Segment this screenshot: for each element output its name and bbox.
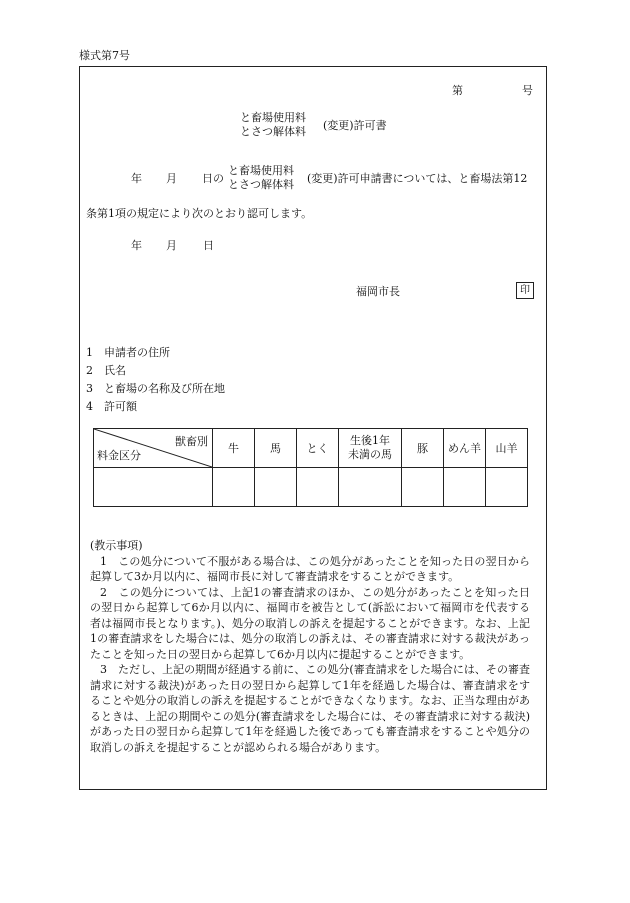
note-paragraph-1 [90, 554, 530, 585]
date-day: 日 [203, 239, 214, 252]
number-go: 号 [522, 84, 533, 97]
body-line-2: とさつ解体料 [228, 178, 294, 191]
fee-cell-horse [255, 468, 297, 507]
instruction-notes [90, 538, 530, 755]
item-name: 2 氏名 [86, 364, 126, 377]
animal-type-label: 獣畜別 [175, 435, 208, 448]
fee-table-corner-cell [94, 429, 213, 468]
form-number: 様式第7号 [79, 49, 130, 62]
column-header-horse: 馬 [255, 429, 297, 468]
note-paragraph-3 [90, 662, 530, 755]
fee-category-label: 料金区分 [97, 449, 141, 462]
number-dai: 第 [452, 84, 463, 97]
foal-header-line-2: 未満の馬 [348, 448, 392, 461]
title-line-2: とさつ解体料 [240, 125, 306, 138]
date-month: 月 [166, 239, 177, 252]
seal-stamp-box: 印 [516, 282, 534, 299]
title-fee-types [240, 111, 306, 139]
title-suffix: (変更)許可書 [323, 119, 387, 132]
fee-cell-category [94, 468, 213, 507]
title-line-1: と畜場使用料 [240, 111, 306, 124]
column-header-cattle: 牛 [213, 429, 255, 468]
column-header-calf: とく [297, 429, 339, 468]
fee-table [93, 428, 528, 507]
fee-cell-goat [486, 468, 528, 507]
body-day-of: 日の [202, 172, 224, 185]
note-paragraph-3-text: 3 ただし、上記の期間が経過する前に、この処分(審査請求をした場合には、その審査請求に対する裁決)があった日の翌日から起算して1年を経過した場合は、審査請求をすることや処分の取消しの訴えを提起することができなくなります。なお、正当な理由があるときは、上記の期間やこの処分(審査請求をした場合には、その審査請求に対する裁決)があった日の翌日から起算して1年を経過した後であっても審査請求をすることや処分の取消しの訴えを提起することが認められる場合があります。 [90, 663, 530, 754]
column-header-pig: 豚 [402, 429, 444, 468]
body-sentence-tail: (変更)許可申請書については、と畜場法第12 [307, 172, 528, 185]
item-permit-amount: 4 許可額 [86, 400, 137, 413]
column-header-foal [339, 429, 402, 468]
column-header-goat: 山羊 [486, 429, 528, 468]
item-facility: 3 と畜場の名称及び所在地 [86, 382, 225, 395]
item-address: 1 申請者の住所 [86, 346, 170, 359]
note-paragraph-1-text: 1 この処分について不服がある場合は、この処分があったことを知った日の翌日から起算して3か月以内に、福岡市長に対して審査請求をすることができます。 [90, 554, 530, 583]
note-paragraph-2-text: 2 この処分については、上記1の審査請求のほか、この処分があったことを知った日の翌日から起算して6か月以内に、福岡市を被告として(訴訟において福岡市を代表する者は福岡市長となります。)、処分の取消しの訴えを提起することができます。なお、上記1の審査請求をした場合には、処分の取消しの訴えは、その審査請求に対する裁決があったことを知った日の翌日から起算して6か月以内に提起することができます。 [90, 585, 530, 661]
notes-heading: (教示事項) [90, 539, 143, 552]
issuer-name: 福岡市長 [356, 285, 400, 298]
body-line-1: と畜場使用料 [228, 164, 294, 177]
fee-cell-pig [402, 468, 444, 507]
note-paragraph-2 [90, 585, 530, 663]
column-header-sheep: めん羊 [444, 429, 486, 468]
date-year: 年 [131, 239, 142, 252]
body-continuation: 条第1項の規定により次のとおり認可します。 [86, 207, 313, 220]
fee-cell-foal [339, 468, 402, 507]
fee-cell-sheep [444, 468, 486, 507]
body-year: 年 [131, 172, 142, 185]
body-fee-types [228, 164, 294, 192]
foal-header-line-1: 生後1年 [350, 434, 390, 447]
fee-cell-cattle [213, 468, 255, 507]
body-month: 月 [166, 172, 177, 185]
fee-cell-calf [297, 468, 339, 507]
